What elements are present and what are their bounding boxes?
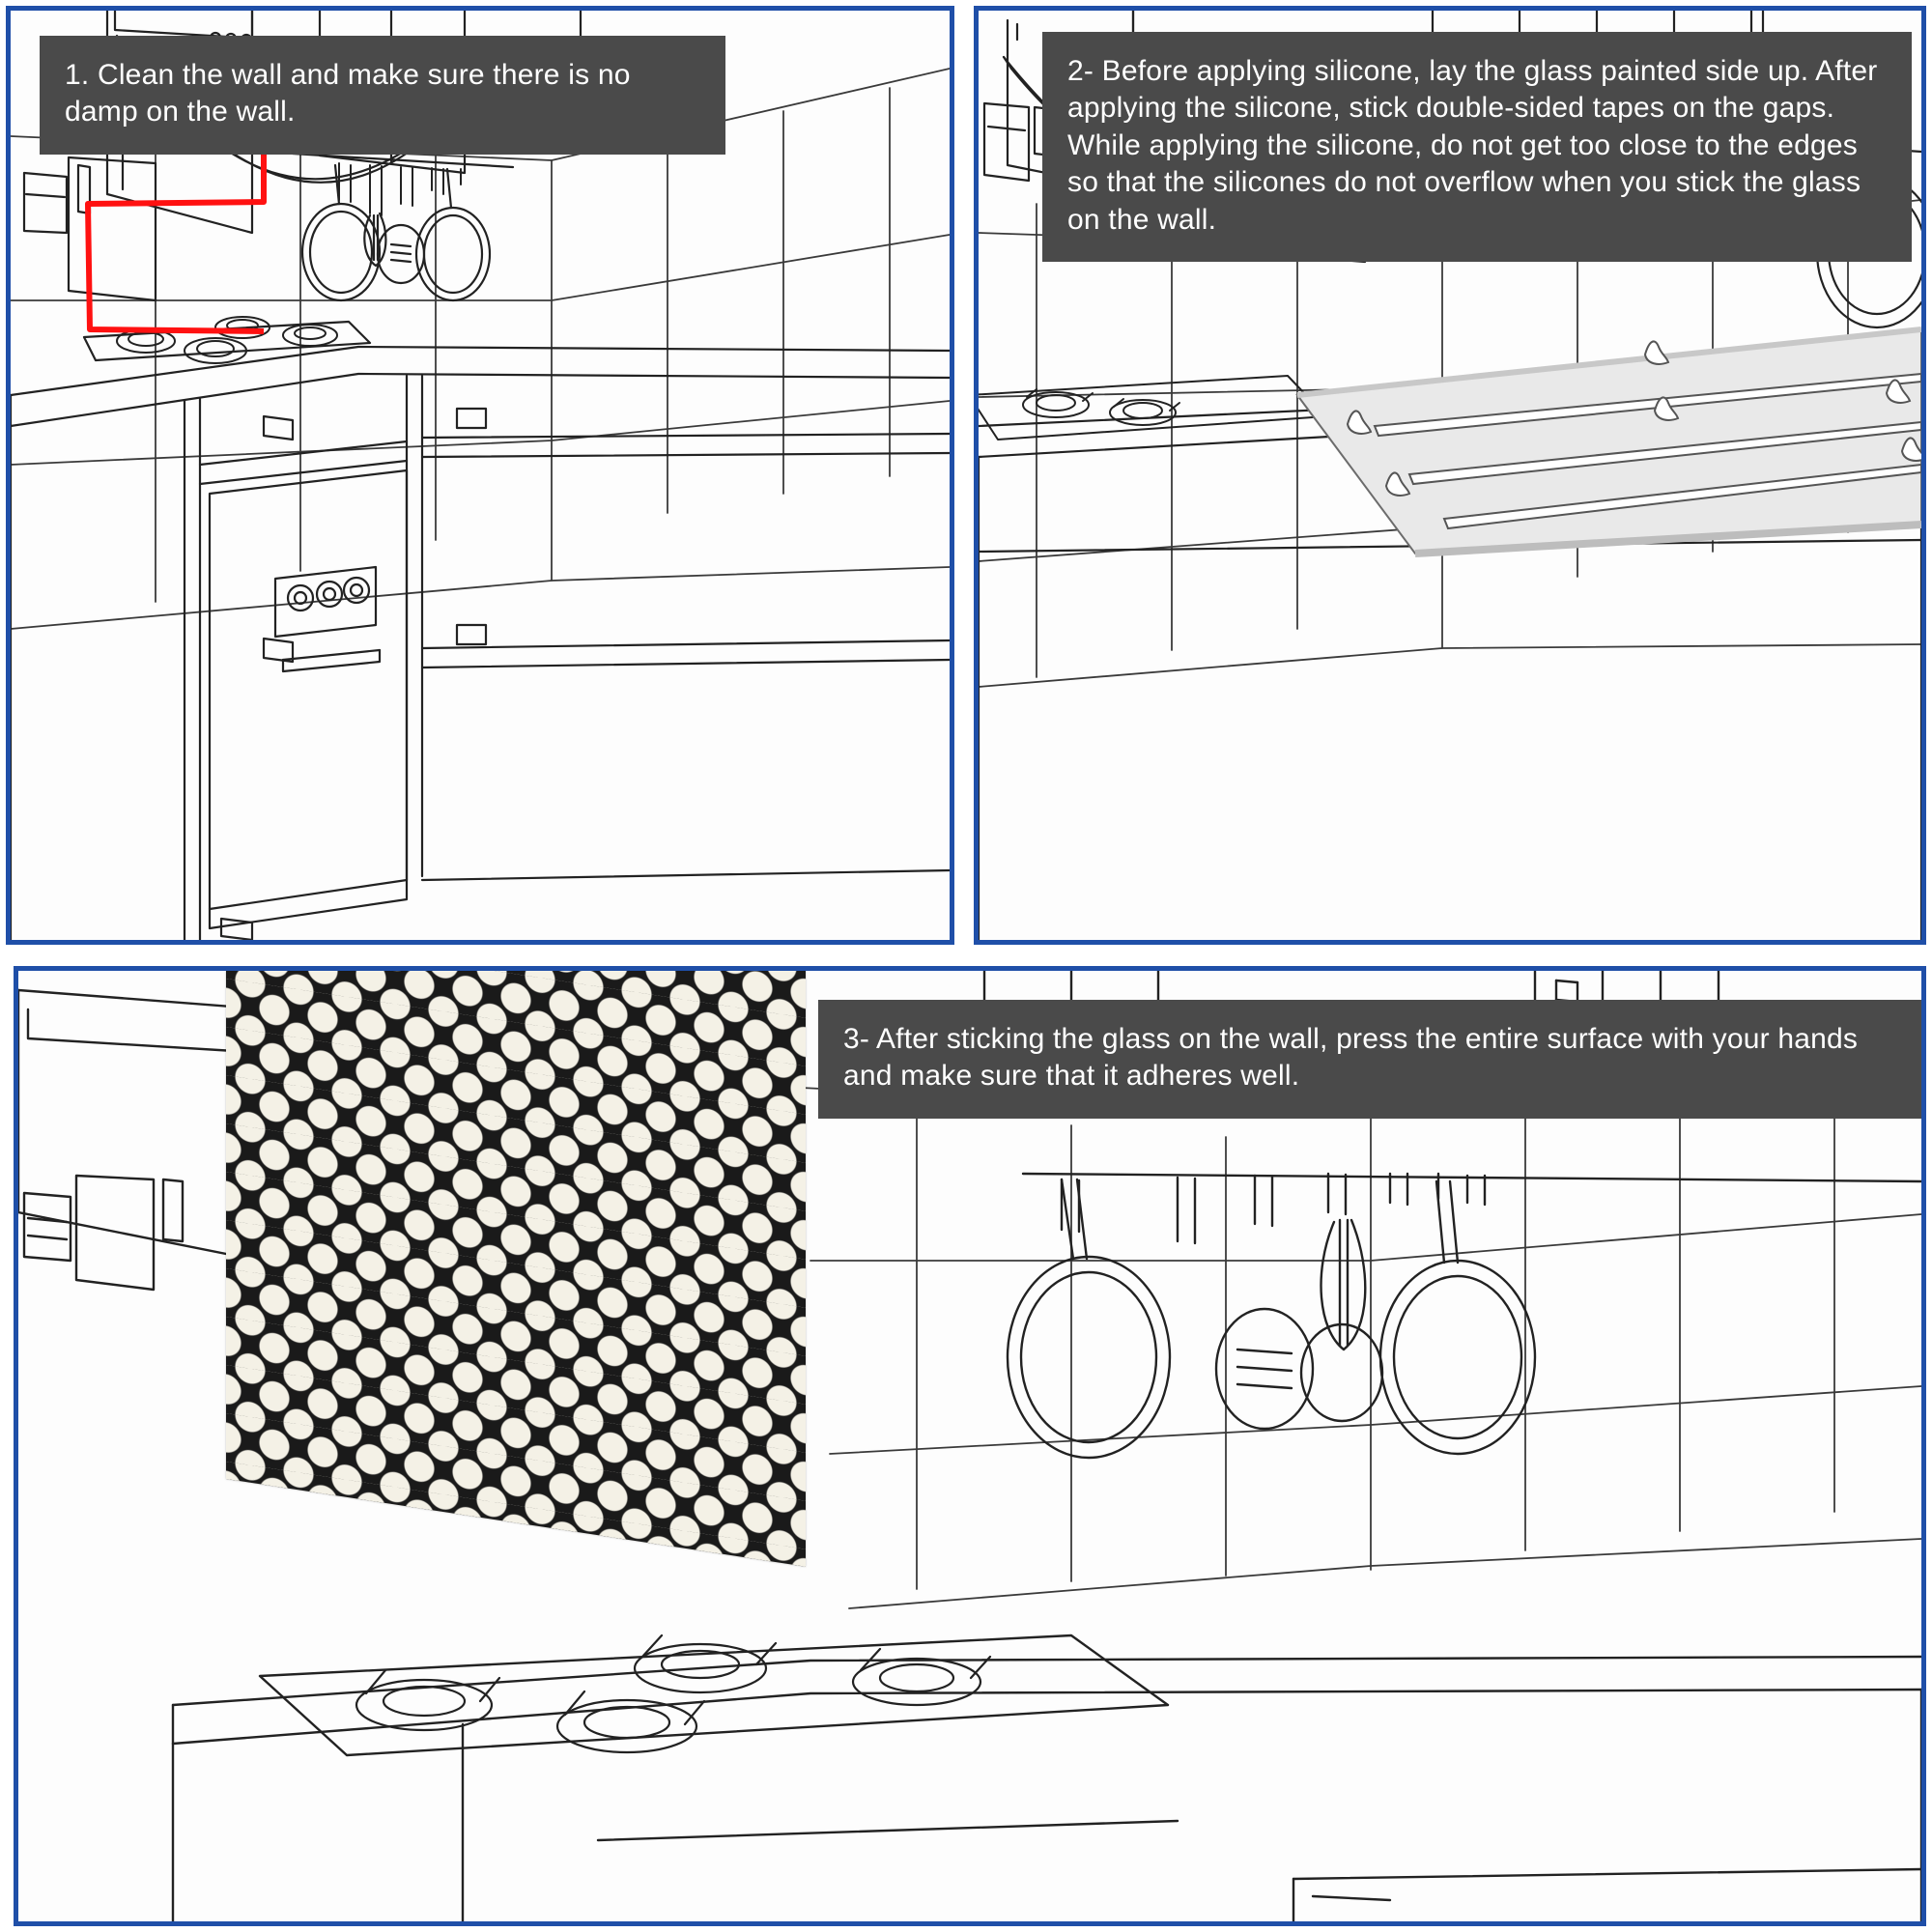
caption-step-1: 1. Clean the wall and make sure there is no damp on the wall.	[40, 36, 725, 155]
glass-pattern-overlay	[226, 971, 806, 1567]
caption-step-2: 2- Before applying silicone, lay the glass painted side up. After applying the silicone, stick double-sided tapes on the gaps. While applying the silicone, do not get too close to the edges so that the silicones do not overflow when you stick the glass on the wall.	[1042, 32, 1912, 262]
patterned-glass-splashback	[226, 971, 806, 1567]
red-measurement-outline	[88, 132, 264, 331]
panel-step-1	[6, 6, 954, 945]
glass-sheet-with-silicone	[1297, 329, 1921, 554]
caption-step-3: 3- After sticking the glass on the wall, press the entire surface with your hands and make sure that it adheres well.	[818, 1000, 1926, 1119]
panel-step-3	[14, 966, 1926, 1926]
panel-step-2	[974, 6, 1926, 945]
